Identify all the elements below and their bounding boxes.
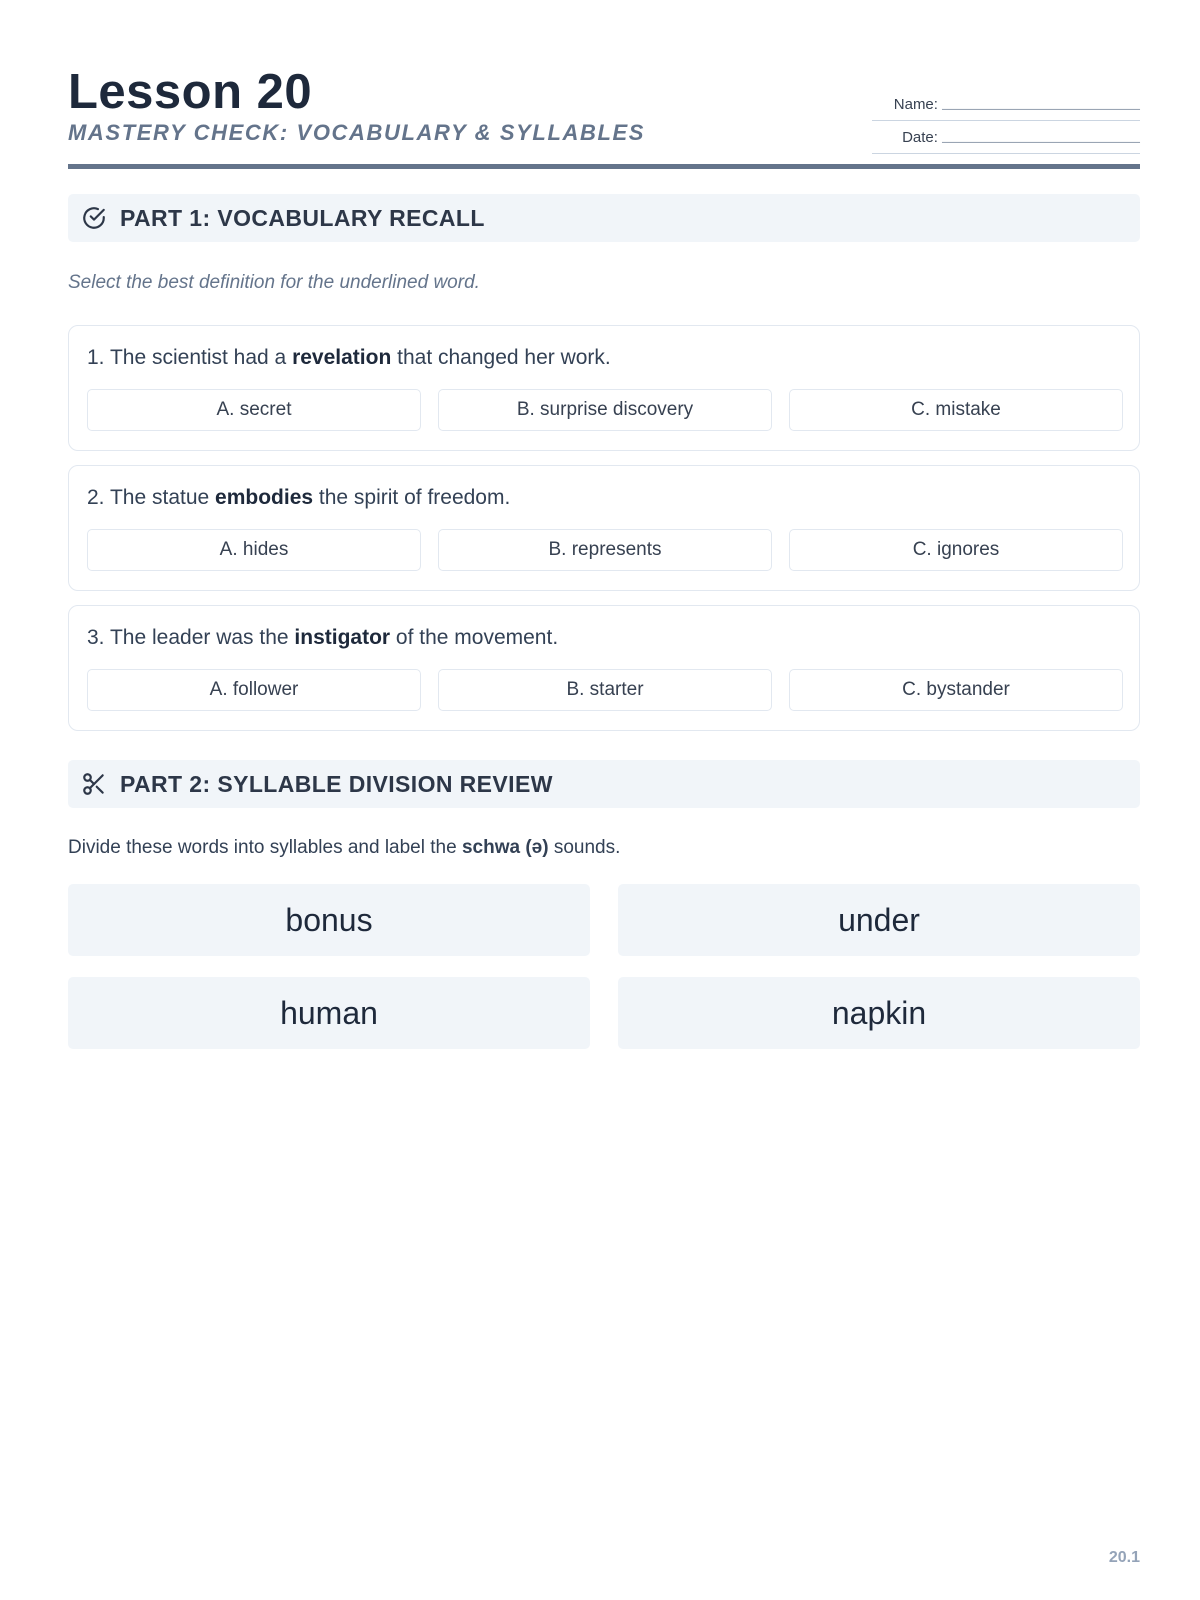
date-label: Date: bbox=[902, 128, 938, 146]
syllable-word-box[interactable]: under bbox=[618, 884, 1140, 956]
answer-option-2a[interactable]: A. hides bbox=[87, 529, 421, 571]
question-3-tail: of the movement. bbox=[390, 626, 559, 649]
question-2-tail: the spirit of freedom. bbox=[313, 486, 511, 509]
question-2-lead: 2. The statue bbox=[87, 486, 216, 509]
syllable-word-box[interactable]: napkin bbox=[618, 977, 1140, 1049]
answer-option-3b[interactable]: B. starter bbox=[438, 669, 772, 711]
vocab-word-2: embodies bbox=[215, 486, 314, 509]
answer-options-2 bbox=[87, 529, 1123, 571]
vocab-word-1: revelation bbox=[292, 346, 392, 369]
question-1-lead: 1. The scientist had a bbox=[87, 346, 293, 369]
question-card-2 bbox=[68, 465, 1140, 591]
question-3-lead: 3. The leader was the bbox=[87, 626, 295, 649]
name-label: Name: bbox=[893, 95, 938, 113]
part1-instructions: Select the best definition for the underlined word. bbox=[68, 272, 480, 293]
answer-options-3 bbox=[87, 669, 1123, 711]
question-text-3 bbox=[87, 626, 558, 650]
answer-option-1a[interactable]: A. secret bbox=[87, 389, 421, 431]
schwa-term: schwa (ə) bbox=[461, 837, 549, 858]
question-text-2 bbox=[87, 486, 510, 510]
question-card-1 bbox=[68, 325, 1140, 451]
scissors-icon bbox=[80, 770, 108, 798]
part2-title: PART 2: SYLLABLE DIVISION REVIEW bbox=[120, 770, 553, 797]
answer-option-2b[interactable]: B. represents bbox=[438, 529, 772, 571]
answer-option-3a[interactable]: A. follower bbox=[87, 669, 421, 711]
answer-option-2c[interactable]: C. ignores bbox=[789, 529, 1123, 571]
part2-instructions-lead: Divide these words into syllables and label the bbox=[68, 837, 462, 858]
answer-options-1 bbox=[87, 389, 1123, 431]
page-title: Lesson 20 bbox=[68, 65, 313, 119]
part1-header bbox=[68, 194, 1140, 242]
date-field[interactable] bbox=[872, 121, 1140, 154]
syllable-word-box[interactable]: human bbox=[68, 977, 590, 1049]
part2-instructions bbox=[68, 837, 620, 859]
check-circle-icon bbox=[80, 204, 108, 232]
part2-instructions-tail: sounds. bbox=[548, 837, 621, 858]
date-blank: ______________________ bbox=[941, 128, 1140, 146]
page-number: 20.1 bbox=[1108, 1549, 1140, 1566]
part1-title: PART 1: VOCABULARY RECALL bbox=[120, 204, 485, 231]
part2-header bbox=[68, 760, 1140, 808]
syllable-word-box[interactable]: bonus bbox=[68, 884, 590, 956]
question-card-3 bbox=[68, 605, 1140, 731]
answer-option-1c[interactable]: C. mistake bbox=[789, 389, 1123, 431]
vocab-word-3: instigator bbox=[294, 626, 391, 649]
question-1-tail: that changed her work. bbox=[391, 346, 611, 369]
header-divider bbox=[68, 164, 1140, 169]
student-fields bbox=[872, 88, 1140, 154]
question-text-1 bbox=[87, 346, 611, 370]
worksheet-page bbox=[68, 0, 1140, 1600]
name-blank: ______________________ bbox=[941, 95, 1140, 113]
header bbox=[68, 64, 1140, 170]
answer-option-3c[interactable]: C. bystander bbox=[789, 669, 1123, 711]
answer-option-1b[interactable]: B. surprise discovery bbox=[438, 389, 772, 431]
name-field[interactable] bbox=[872, 88, 1140, 121]
page-subtitle: MASTERY CHECK: VOCABULARY & SYLLABLES bbox=[68, 120, 646, 145]
